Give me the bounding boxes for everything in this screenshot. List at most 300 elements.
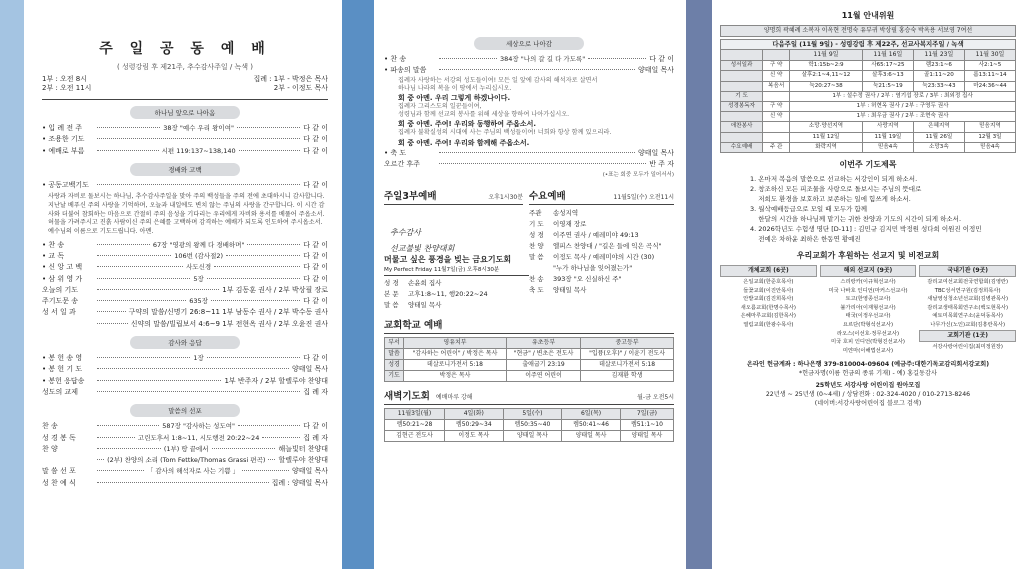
order-item: 67장 "영광의 왕께 다 경배하며" xyxy=(152,240,245,249)
service-detail-row xyxy=(384,300,529,311)
leader-dots xyxy=(211,300,300,301)
order-person: 양태일 목사 xyxy=(637,148,674,157)
mission-item: 감리교여선교회전국연합회(김영란) xyxy=(927,279,1009,286)
mission-column xyxy=(919,265,1016,355)
order-label: • 삼 위 영 가 xyxy=(42,274,83,283)
order-label: • 조용한 기도 xyxy=(42,135,85,144)
detail-value: 양태일 목사 xyxy=(553,286,587,295)
prayer-item: 1. 온마저 복음의 말씀으로 선교하는 서강인이 되게 하소서. xyxy=(750,175,918,184)
responder: 집례자 xyxy=(398,103,416,110)
mission-support-list xyxy=(720,265,1016,355)
officiant-second: 2부 - 이정도 목사 xyxy=(273,84,328,92)
offering-note: *헌금자명(이름 헌금의 종류 기재) - 예) 홍길동감사 xyxy=(799,370,937,378)
order-row xyxy=(42,466,328,477)
schedule-cell: 마24:36~44 xyxy=(964,81,1015,91)
order-person: 다 같 이 xyxy=(303,124,328,132)
order-item: 384장 "나의 갈 길 다 가도록" xyxy=(500,55,586,63)
schedule-cell: 믿음4속 xyxy=(964,142,1015,152)
reading-text: 성령님과 함께 선교의 봉사를 위해 세상을 향하여 나아가십시오. xyxy=(398,111,570,119)
leader-dots xyxy=(97,184,300,185)
order-person: 다 같 이 xyxy=(303,252,329,260)
order-label: • 파송의 말씀 xyxy=(384,66,427,75)
section-pill: 말씀의 선포 xyxy=(130,404,240,417)
schedule-cell: 살후3:6~13 xyxy=(862,71,913,81)
schedule-cell: 구 약 xyxy=(763,61,790,71)
school-cell: "감사하는 어린이" / 박정은 목사 xyxy=(404,349,507,360)
schedule-header: 11월 30일 xyxy=(964,50,1015,61)
order-row xyxy=(42,251,328,262)
responder: 회 중 xyxy=(398,138,414,147)
detail-label xyxy=(529,263,553,274)
order-person: 반 주 자 xyxy=(649,159,674,168)
order-label: • 신 앙 고 백 xyxy=(42,263,83,272)
order-person: 다 같 이 xyxy=(303,180,328,189)
order-label: • 교 독 xyxy=(42,252,65,260)
schedule-cell: 화락지역 xyxy=(790,142,863,152)
dawn-cell: 양태일 목사 xyxy=(620,431,673,442)
service-detail-row xyxy=(529,219,674,230)
church-school-heading xyxy=(384,317,674,334)
schedule-cell: 신 약 xyxy=(763,71,790,81)
order-label: 성 찬 예 식 xyxy=(42,478,76,487)
detail-value: 양태일 목사 xyxy=(408,301,442,310)
order-label: 주기도문 송 xyxy=(42,297,79,306)
order-person: 다 같 이 xyxy=(303,135,328,144)
schedule-cell: 눅23:33~43 xyxy=(913,81,964,91)
ushers-title: 11월 안내위원 xyxy=(841,11,895,20)
mission-column xyxy=(720,265,817,355)
service-detail-row xyxy=(529,241,674,252)
dawn-cell: 6일(목) xyxy=(562,409,621,420)
schedule-cell: 신 약 xyxy=(763,112,790,122)
order-row xyxy=(42,387,328,398)
order-person: 다 같 이 xyxy=(303,354,329,363)
detail-value: 393장 "오 신실하신 주" xyxy=(553,275,622,284)
school-column-header: 중고등부 xyxy=(581,338,674,349)
schedule-cell xyxy=(721,71,763,81)
order-row xyxy=(42,274,328,285)
schedule-row xyxy=(721,91,1016,101)
order-person: 집례 : 양태일 목사 xyxy=(271,478,328,487)
schedule-header xyxy=(763,50,790,61)
order-label: • 찬 송 xyxy=(42,240,65,249)
leader-dots xyxy=(439,58,497,59)
detail-value: 이주연 권사 / 예레미야 49:13 xyxy=(553,231,639,240)
detail-label: 본 문 xyxy=(384,290,399,299)
detail-label: 주관 xyxy=(529,209,542,218)
order-label: 성 경 봉 독 xyxy=(42,433,76,442)
order-person: 다 같 이 xyxy=(303,422,329,431)
schedule-cell: 성경봉독자 xyxy=(721,102,763,112)
schedule-cell xyxy=(721,81,763,91)
mission-item: 열림교회(한광수목사) xyxy=(743,322,794,328)
reading-text: 사랑하는 서강의 성도들이여! 모든 일 앞에 감사의 해석자로 살면서 xyxy=(417,76,598,84)
responsive-line xyxy=(398,77,674,85)
dawn-cell: 5일(수) xyxy=(503,409,562,420)
announcements-page xyxy=(712,0,1024,569)
order-row xyxy=(384,54,674,65)
leader-dots xyxy=(97,323,128,324)
school-cell: 김재환 학생 xyxy=(581,371,674,382)
schedule-cell: 눅20:27~38 xyxy=(790,81,863,91)
daycare-recruit-info: 22년생 ~ 25년생 (0~4세) / 상담전화 : 02-324-4020 / 010-2713-8246 xyxy=(765,391,971,399)
leader-dots xyxy=(97,266,183,267)
handwritten-note: 추수감사 xyxy=(390,228,421,238)
mission-item: 태국(이정우선교사) xyxy=(845,313,891,320)
schedule-cell: 복음서 xyxy=(763,81,790,91)
third-service-heading xyxy=(384,188,523,205)
order-person: 구약의 말씀/신명기 26:8~11 1부 남동수 권사 / 2부 박수동 권사 xyxy=(128,308,328,317)
response-text: 아멘. 주여! 우리와 함께해 주옵소서. xyxy=(416,138,530,147)
order-row xyxy=(42,353,328,364)
time-second: 2부 : 오전 11시 xyxy=(42,84,92,92)
order-item: 106번 (감사절2) xyxy=(174,252,224,260)
leader-dots xyxy=(247,244,300,245)
detail-label: 축 도 xyxy=(529,286,544,295)
dawn-cell: 렘51:1~10 xyxy=(620,420,673,431)
order-row xyxy=(42,123,328,134)
order-person: 집 례 자 xyxy=(303,387,328,396)
dawn-prayer-heading xyxy=(384,388,674,405)
mission-item: 미국 호피 인디언(박형진선교사) xyxy=(830,339,906,346)
right-purple-strip xyxy=(686,0,712,569)
mission-item: 불가리아(이재형선교사) xyxy=(840,304,896,311)
order-person: 다 같 이 xyxy=(303,274,329,283)
schedule-cell: 구 약 xyxy=(763,102,790,112)
schedule-cell xyxy=(763,122,790,132)
prayer-item: 전예은 차하윤 최하은 한동연 황예진 xyxy=(750,235,861,244)
responsive-line xyxy=(398,111,674,119)
order-row xyxy=(42,262,328,273)
mission-item: 안밭교회(김진희목사) xyxy=(743,296,794,303)
order-person: 해늘빛터 찬양대 xyxy=(278,444,328,453)
schedule-cell: 은혜지역 xyxy=(913,122,964,132)
leader-dots xyxy=(97,278,190,279)
detail-label: 찬 송 xyxy=(529,275,544,284)
schedule-cell: 1부 : 설수정 권사 / 2부 : 염기섭 장로 / 3부 : 최외정 집사 xyxy=(790,91,1016,101)
schedule-cell: 믿음4속 xyxy=(862,142,913,152)
order-row xyxy=(42,364,328,375)
leader-dots xyxy=(97,289,219,290)
next-sunday-schedule xyxy=(720,39,1016,153)
time-first: 1부 : 오전 8시 xyxy=(42,75,87,83)
order-row xyxy=(384,159,674,170)
school-cell: 출애굽기 23:19 xyxy=(506,360,580,371)
mission-title: 우리교회가 후원하는 선교지 및 비전교회 xyxy=(796,251,940,261)
dawn-cell: 김현근 전도사 xyxy=(385,431,445,442)
order-row xyxy=(42,134,328,145)
sending-and-schedule-page xyxy=(374,0,686,569)
schedule-row xyxy=(721,71,1016,81)
school-cell: 이주연 어린이 xyxy=(506,371,580,382)
leader-dots xyxy=(207,278,300,279)
officiant-first: 집례 : 1부 - 박정은 목사 xyxy=(253,75,328,83)
section-pill: 세상으로 나아감 xyxy=(474,37,584,50)
mission-item: 새오름교회(한명수목사) xyxy=(740,304,796,311)
church-school-table xyxy=(384,337,674,382)
order-person: 신약의 말씀/빌립보서 4:6~9 1부 전현옥 권사 / 2부 오윤진 권사 xyxy=(130,319,328,328)
leader-dots xyxy=(214,266,300,267)
order-label: • 봉헌 응답송 xyxy=(42,376,85,385)
school-cell: 기도 xyxy=(385,371,404,382)
order-row xyxy=(42,319,328,330)
schedule-header xyxy=(721,50,763,61)
order-label: • 찬 송 xyxy=(384,55,407,63)
mission-item: 미얀마(이해법선교사) xyxy=(842,347,894,354)
mission-item: 라오스(이선호·정무선교사) xyxy=(836,330,900,337)
ushers-table xyxy=(720,25,1016,37)
leader-dots xyxy=(97,150,159,151)
school-cell: 성경 xyxy=(385,360,404,371)
responsive-line xyxy=(398,93,674,103)
dawn-cell: 이정도 목사 xyxy=(444,431,503,442)
order-label: 오늘의 기도 xyxy=(42,285,79,294)
schedule-cell: 사65:17~25 xyxy=(862,61,913,71)
order-row xyxy=(42,376,328,387)
leader-dots xyxy=(439,152,635,153)
order-person: 양태일 목사 xyxy=(637,66,674,75)
prayer-item: 저희도 환경을 보호하고 보존하는 일에 힘쓰게 하소서. xyxy=(750,195,911,204)
dawn-prayer-table xyxy=(384,408,674,442)
mission-item: 은일교회(한준호목사) xyxy=(743,279,794,286)
order-label: • 입 례 전 주 xyxy=(42,124,83,132)
order-item: 사도신경 xyxy=(186,263,212,272)
third-service-title: 주일3부예배 xyxy=(384,191,437,203)
school-cell: "입퓽(오후)" / 이윤기 전도사 xyxy=(581,349,674,360)
dawn-prayer-place: 예배마루 강해 xyxy=(435,394,473,402)
mission-item: 감리교생태목회연구소(백도현목사) xyxy=(927,304,1009,311)
mission-item: 새날영성청소년선교회(김병관목사) xyxy=(927,296,1009,303)
dawn-cell: 양태일 목사 xyxy=(562,431,621,442)
third-service-time: 오후1시30분 xyxy=(488,194,523,202)
mission-item: 은혜마루교회(김한목사) xyxy=(740,313,796,320)
order-of-worship-page xyxy=(24,0,342,569)
leader-dots xyxy=(97,138,300,139)
daycare-recruit-note: (네이버:서강사랑어린이집 블로그 검색) xyxy=(814,400,922,408)
order-label: 성도의 교제 xyxy=(42,387,79,396)
order-item: (1부) 땅 끝에서 xyxy=(163,444,209,453)
leader-dots xyxy=(207,357,300,358)
dawn-cell: 렘50:21~28 xyxy=(385,420,445,431)
responsive-line xyxy=(398,138,674,148)
detail-label: 성 경 xyxy=(384,279,399,288)
dawn-cell: 렘50:41~46 xyxy=(562,420,621,431)
responder: 집례자 xyxy=(398,129,416,137)
school-column-header: 유초등부 xyxy=(506,338,580,349)
leader-dots xyxy=(439,69,635,70)
handwritten-note: 선교불빛 찬양대회 xyxy=(390,244,455,254)
service-detail-row xyxy=(529,285,674,296)
schedule-row xyxy=(721,132,1016,142)
responder: 회 중 xyxy=(398,120,414,129)
leader-dots xyxy=(97,127,160,128)
schedule-cell: 사2:1~5 xyxy=(964,61,1015,71)
schedule-cell: 골1:11~20 xyxy=(913,71,964,81)
order-row xyxy=(42,455,328,466)
order-label: 말 씀 선 포 xyxy=(42,467,76,476)
leader-dots xyxy=(97,311,126,312)
responsive-line xyxy=(398,103,674,111)
schedule-cell: 믿음지역 xyxy=(964,122,1015,132)
order-row xyxy=(384,65,674,76)
school-cell: 말씀 xyxy=(385,349,404,360)
schedule-cell: 11월 26일 xyxy=(913,132,964,142)
dawn-prayer-time: 월-금 오전5시 xyxy=(637,394,674,402)
order-item: 「 감사의 해석자로 사는 기쁨 」 xyxy=(146,467,240,476)
order-person: 1부 김동훈 권사 / 2부 박상필 장로 xyxy=(222,285,328,294)
schedule-cell: 소망·양선지역 xyxy=(790,122,863,132)
schedule-cell: 학1:15b~2:9 xyxy=(790,61,863,71)
order-person: 할렐루야 찬양대 xyxy=(278,456,329,465)
order-person: 다 같 이 xyxy=(303,146,329,155)
schedule-cell: 살후2:1~4,11~12 xyxy=(790,71,863,81)
schedule-header: 11월 16일 xyxy=(862,50,913,61)
order-row xyxy=(42,180,328,191)
wednesday-service-time: 11월5일(수) 오전11시 xyxy=(613,194,674,202)
order-person: 집 례 자 xyxy=(303,433,328,442)
online-offering-account: 온라인 헌금계좌 : 하나은행 379-810004-09604 (예금주:대한기독교감리회서강교회) xyxy=(746,361,990,369)
mission-column-header: 개체교회 (6곳) xyxy=(720,265,817,277)
leader-dots xyxy=(238,425,300,426)
response-text: 아멘. 우리 그렇게 하겠나이다. xyxy=(416,94,511,102)
school-cell: 박정은 목사 xyxy=(404,371,507,382)
leader-dots xyxy=(242,470,289,471)
schedule-cell: 수요예배 xyxy=(721,142,763,152)
leader-dots xyxy=(97,244,150,245)
leader-dots xyxy=(268,459,275,460)
order-person: 양태일 목사 xyxy=(291,467,329,476)
service-detail-row xyxy=(529,252,674,263)
section-pill: 감사와 응답 xyxy=(130,336,240,349)
schedule-row xyxy=(721,112,1016,122)
schedule-cell: 11월 12일 xyxy=(790,132,863,142)
schedule-cell: 애찬봉사 xyxy=(721,122,763,132)
order-label: • 봉 헌 기 도 xyxy=(42,365,83,374)
leader-dots xyxy=(262,437,300,438)
leader-dots xyxy=(439,163,646,164)
prayer-item: 2. 창조하신 모든 피조물을 사랑으로 돌보시는 주님의 뜻대로 xyxy=(750,185,922,194)
order-person: 다 같 이 xyxy=(303,297,328,306)
leader-dots xyxy=(226,255,300,256)
mission-column-header: 국내기관 (9곳) xyxy=(919,265,1016,277)
dawn-cell: 렘50:29~34 xyxy=(444,420,503,431)
detail-label: 기 도 xyxy=(529,220,544,229)
school-row xyxy=(385,349,674,360)
mission-item: 서강사랑어린이집(최미정원장) xyxy=(932,343,1003,350)
responsive-line xyxy=(398,85,674,93)
order-row xyxy=(42,307,328,318)
wednesday-service-heading xyxy=(529,188,674,205)
reading-text: 그리스도의 일꾼들이여, xyxy=(417,103,482,110)
schedule-cell: 기 도 xyxy=(721,91,763,101)
prayer-topics-title: 이번주 기도제목 xyxy=(839,160,897,170)
order-person: 다 같 이 xyxy=(649,55,675,63)
leader-dots xyxy=(97,437,135,438)
order-label: 찬 양 xyxy=(42,444,58,453)
service-detail-row xyxy=(529,230,674,241)
detail-label: 성 경 xyxy=(529,231,544,240)
wednesday-service-title: 수요예배 xyxy=(529,191,566,203)
order-label: 오르간 후주 xyxy=(384,159,421,168)
schedule-cell xyxy=(721,112,763,122)
detail-value: 이영재 장로 xyxy=(553,220,587,229)
leader-dots xyxy=(97,300,186,301)
friday-prayer-sub: My Perfect Friday 11월7일(금) 오후8시30분 xyxy=(384,265,529,276)
order-row xyxy=(42,146,328,157)
schedule-cell: 12월 3일 xyxy=(964,132,1015,142)
order-person: 양태일 목사 xyxy=(291,365,328,374)
worship-subtitle: ( 성령강림 후 제21주, 추수감사주일 / 녹색 ) xyxy=(117,63,253,71)
prayer-item: 3. 월삭예배등급으로 모일 때 모두가 함께 xyxy=(750,205,867,214)
responsive-line xyxy=(398,119,674,129)
section-pill: 하나님 앞으로 나아옴 xyxy=(130,106,240,119)
church-school-title: 교회학교 예배 xyxy=(384,320,443,332)
prayer-item: 4. 2026학년도 수험생 명단 [D-11] : 김민규 김지민 박정원 성다희 이원진 이정민 xyxy=(750,225,982,234)
service-detail-row xyxy=(529,263,674,274)
mission-item: 예토미목회연구소(윤덕동목사) xyxy=(932,313,1003,320)
leader-dots xyxy=(588,58,646,59)
service-detail-row xyxy=(529,274,674,285)
ushers-list: 양명희 곽혜례 소복자 이옥현 전명숙 유부귀 박상필 홍승숙 박옥용 서보영 7여선 xyxy=(721,26,1016,37)
order-row xyxy=(42,444,328,455)
order-label: 찬 송 xyxy=(42,422,58,431)
dawn-prayer-title: 새벽기도회 xyxy=(384,391,430,403)
left-blue-strip xyxy=(0,0,24,569)
schedule-header: 11월 9일 xyxy=(790,50,863,61)
schedule-cell xyxy=(763,132,790,142)
divider xyxy=(42,99,328,100)
leader-dots xyxy=(97,482,269,483)
leader-dots xyxy=(97,470,144,471)
sending-responsive-reading xyxy=(384,77,674,148)
dawn-cell: 양태일 목사 xyxy=(503,431,562,442)
mission-column xyxy=(820,265,917,355)
leader-dots xyxy=(97,368,289,369)
detail-label: 찬 양 xyxy=(529,242,544,251)
school-row xyxy=(385,371,674,382)
leader-dots xyxy=(97,380,221,381)
order-label: • 축 도 xyxy=(384,148,407,157)
detail-value: "누가 하나님을 잊어졌는가" xyxy=(553,264,633,273)
confession-prayer-text: 사랑과 자비로 돌보시는 하나님, 추수감사주일을 맞아 주의 백성들을 주의 전에 초대하시니 감사합니다. 지난날 베푸신 주의 사랑을 기억하며, 오늘과 내일에도 변치 않는 주님의 사랑을 간구합니다. 이 시간 감사와 더불어 참회하는 마음으로 간절히 주의 음성을 기다리는 우리에게 자비와 용서를 베풀어 주옵소서. 허물을 가려주시고 진흙 사람이신 주의 은혜를 고백하며 감격하는 예배가 되도록 인도하여 주시옵소서. 예수님의 이름으로 기도드립니다. 아멘. xyxy=(48,193,325,235)
mission-column-header: 해외 선교지 (9곳) xyxy=(820,265,917,277)
schedule-row xyxy=(721,81,1016,91)
dawn-cell: 4일(화) xyxy=(444,409,503,420)
order-item: 시편 119:137~138,140 xyxy=(161,146,236,155)
order-label: • 봉 헌 송 영 xyxy=(42,354,83,363)
order-item: 고린도후서 1:8~11, 시도행전 20:22~24 xyxy=(137,433,260,442)
leader-dots xyxy=(97,357,190,358)
schedule-cell: 성서일과 xyxy=(721,61,763,71)
schedule-cell: 주 관 xyxy=(763,142,790,152)
schedule-cell xyxy=(721,132,763,142)
schedule-cell xyxy=(763,91,790,101)
leader-dots xyxy=(97,425,159,426)
dawn-cell: 11월3일(월) xyxy=(385,409,445,420)
mission-item: 들꽃교회(이진안목사) xyxy=(743,287,794,294)
responder: 회 중 xyxy=(398,94,414,102)
leader-dots xyxy=(212,448,276,449)
detail-value: 고후1:8~11, 행20:22~24 xyxy=(408,290,488,299)
responder: 집례자 xyxy=(398,76,416,84)
schedule-row xyxy=(721,142,1016,152)
schedule-row xyxy=(721,102,1016,112)
schedule-row xyxy=(721,61,1016,71)
mission-item: 스리랑카(이규혁선교사) xyxy=(840,279,896,286)
schedule-cell: 롬13:11~14 xyxy=(964,71,1015,81)
order-item: 635장 xyxy=(189,297,208,306)
section-pill: 경배와 고백 xyxy=(130,163,240,176)
